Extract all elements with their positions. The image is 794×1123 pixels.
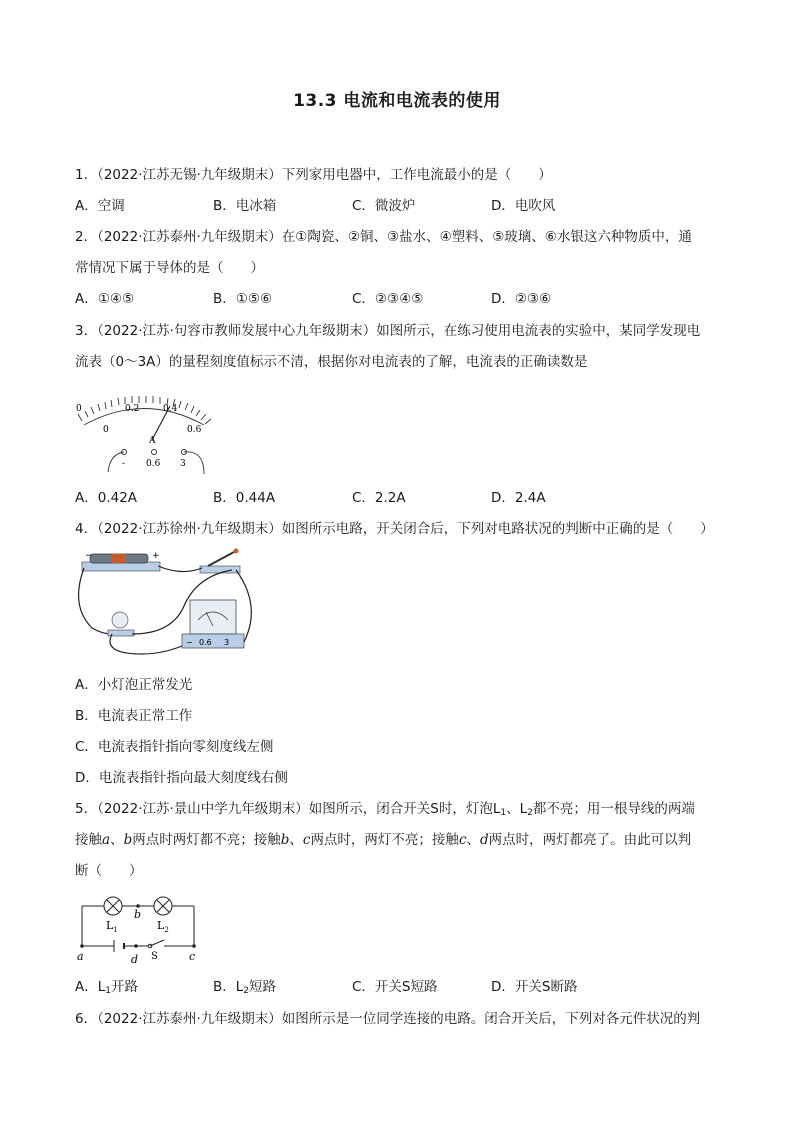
meter-0-6-label: 0.6 bbox=[199, 638, 212, 647]
q5-text: 都不亮；用一根导线的两端 bbox=[532, 801, 695, 817]
question-5-stem-line-2 bbox=[75, 831, 691, 849]
q5-option-a[interactable] bbox=[75, 978, 138, 1000]
q3-option-c[interactable]: C．2.2A bbox=[352, 490, 406, 506]
l1-label bbox=[106, 919, 118, 934]
ammeter-box bbox=[190, 600, 236, 634]
point-c-var: c bbox=[302, 832, 311, 848]
node-d bbox=[134, 944, 138, 948]
wire-battery-to-switch bbox=[158, 566, 202, 572]
point-b-var: b bbox=[123, 832, 133, 848]
q5-text: 两点时，两灯都亮了。由此可以判 bbox=[488, 832, 692, 848]
l1-subscript: 1 bbox=[113, 926, 118, 934]
question-2-stem-line-1: 2．（2022·江苏泰州·九年级期末）在①陶瓷、②铜、③盐水、④塑料、⑤玻璃、⑥水银这六种物质中，通 bbox=[75, 229, 692, 245]
q5-option-c[interactable] bbox=[352, 978, 438, 996]
question-5-stem-line-3: 断（ ） bbox=[75, 863, 143, 879]
wire-battery-to-bulb bbox=[79, 568, 112, 634]
point-d-var: d bbox=[480, 832, 489, 848]
opt-text: B．L bbox=[213, 979, 244, 995]
q5-option-b[interactable] bbox=[213, 978, 276, 1000]
question-3-stem-line-1: 3．（2022·江苏·句容市教师发展中心九年级期末）如图所示，在练习使用电流表的实验中，某同学发现电 bbox=[75, 323, 701, 339]
q2-option-d[interactable]: D．②③⑥ bbox=[491, 291, 552, 307]
q3-option-a[interactable]: A．0.42A bbox=[75, 490, 138, 506]
node-a bbox=[80, 944, 84, 948]
q2-option-b[interactable]: B．①⑤⑥ bbox=[213, 291, 273, 307]
wire-bulb-to-meter bbox=[110, 634, 182, 654]
dial-needle bbox=[152, 406, 170, 440]
terminal-0-6 bbox=[152, 450, 157, 455]
q4-option-a[interactable]: A．小灯泡正常发光 bbox=[75, 677, 193, 693]
switch-handle bbox=[234, 549, 239, 554]
q5-text: 接触 bbox=[75, 832, 102, 848]
battery-plus-sign: + bbox=[152, 551, 160, 561]
upper-scale-0-2: 0.2 bbox=[125, 404, 140, 414]
opt-text: 开路 bbox=[111, 979, 138, 995]
meter-minus-label: − bbox=[186, 638, 193, 647]
q2-option-a[interactable]: A．①④⑤ bbox=[75, 291, 135, 307]
lower-scale-0: 0 bbox=[103, 425, 109, 435]
q5-text: 5．（2022·江苏·景山中学九年级期末）如图所示，闭合开关S时，灯泡L bbox=[75, 801, 501, 817]
point-c-var: c bbox=[458, 832, 467, 848]
l1-letter: L bbox=[106, 919, 114, 932]
ammeter-dial-figure bbox=[72, 392, 222, 482]
l2-label bbox=[157, 919, 169, 934]
q5-text: 两点时，两灯不亮；接触 bbox=[310, 832, 459, 848]
q5-option-d[interactable] bbox=[491, 978, 577, 996]
q1-option-a[interactable]: A．空调 bbox=[75, 198, 125, 214]
question-1-stem: 1．（2022·江苏无锡·九年级期末）下列家用电器中，工作电流最小的是（ ） bbox=[75, 167, 552, 183]
question-3-stem-line-2: 流表（0～3A）的量程刻度值标示不清，根据你对电流表的了解，电流表的正确读数是 bbox=[75, 354, 588, 370]
q5-text: 、 bbox=[466, 832, 480, 848]
question-5-stem-line-1 bbox=[75, 800, 695, 822]
q1-option-b[interactable]: B．电冰箱 bbox=[213, 198, 277, 214]
node-c bbox=[192, 944, 196, 948]
question-6-stem-line-1: 6．（2022·江苏泰州·九年级期末）如图所示是一位同学连接的电路。闭合开关后，下列对各元件状况的判 bbox=[75, 1011, 701, 1027]
q5-text: 、 bbox=[110, 832, 124, 848]
question-4-stem: 4．（2022·江苏徐州·九年级期末）如图所示电路，开关闭合后，下列对电路状况的判断中正确的是（ ） bbox=[75, 521, 714, 537]
terminal-minus-label: - bbox=[122, 459, 126, 469]
terminal-0-6-label: 0.6 bbox=[146, 459, 161, 469]
upper-scale-0-4: 0.4 bbox=[163, 404, 178, 414]
dial-arc bbox=[84, 409, 204, 426]
q5-text: 、L bbox=[506, 801, 528, 817]
bulb-globe bbox=[112, 612, 128, 628]
circuit-diagram-figure bbox=[74, 888, 204, 964]
switch-base bbox=[200, 566, 240, 573]
b-label: b bbox=[134, 908, 142, 921]
wire-right bbox=[184, 452, 204, 474]
upper-scale-0-6: 0.6 bbox=[187, 425, 202, 435]
wire-switch-to-meter bbox=[236, 570, 251, 642]
l2-subscript: 2 bbox=[164, 926, 169, 934]
l2-letter: L bbox=[157, 919, 165, 932]
battery-minus-sign: − bbox=[85, 551, 93, 561]
q1-option-d[interactable]: D．电吹风 bbox=[491, 198, 556, 214]
circuit-photo-figure bbox=[72, 546, 272, 664]
q5-sub: 2 bbox=[527, 808, 533, 818]
point-a-var: a bbox=[102, 832, 111, 848]
a-label: a bbox=[77, 950, 84, 963]
dial-ticks bbox=[78, 396, 211, 424]
q4-option-c[interactable]: C．电流表指针指向零刻度线左侧 bbox=[75, 739, 274, 755]
q4-option-b[interactable]: B．电流表正常工作 bbox=[75, 708, 193, 724]
upper-scale-0: 0 bbox=[76, 404, 82, 414]
unit-label: A bbox=[149, 436, 156, 446]
battery-label bbox=[112, 554, 126, 563]
opt-text: D．开关S断路 bbox=[491, 979, 578, 995]
c-label: c bbox=[189, 950, 196, 963]
q3-option-d[interactable]: D．2.4A bbox=[491, 490, 546, 506]
q3-option-b[interactable]: B．0.44A bbox=[213, 490, 276, 506]
opt-sub: 1 bbox=[105, 986, 111, 996]
q4-option-d[interactable]: D．电流表指针指向最大刻度线右侧 bbox=[75, 770, 288, 786]
s-label: S bbox=[151, 951, 158, 962]
meter-3-label: 3 bbox=[224, 638, 230, 647]
q2-option-c[interactable]: C．②③④⑤ bbox=[352, 291, 424, 307]
opt-sub: 2 bbox=[243, 986, 250, 996]
q5-sub: 1 bbox=[500, 808, 507, 818]
q1-option-c[interactable]: C．微波炉 bbox=[352, 198, 416, 214]
page-title: 13.3 电流和电流表的使用 bbox=[293, 91, 501, 111]
q5-text: 、 bbox=[289, 832, 303, 848]
opt-text: A．L bbox=[75, 979, 106, 995]
d-label: d bbox=[131, 953, 139, 964]
opt-text: 短路 bbox=[249, 979, 277, 995]
terminal-3-label: 3 bbox=[180, 459, 186, 469]
q5-text: 两点时两灯都不亮；接触 bbox=[132, 832, 281, 848]
switch-lever bbox=[208, 552, 234, 566]
opt-text: C．开关S短路 bbox=[352, 979, 438, 995]
point-b-var: b bbox=[280, 832, 290, 848]
question-2-stem-line-2: 常情况下属于导体的是（ ） bbox=[75, 260, 264, 276]
